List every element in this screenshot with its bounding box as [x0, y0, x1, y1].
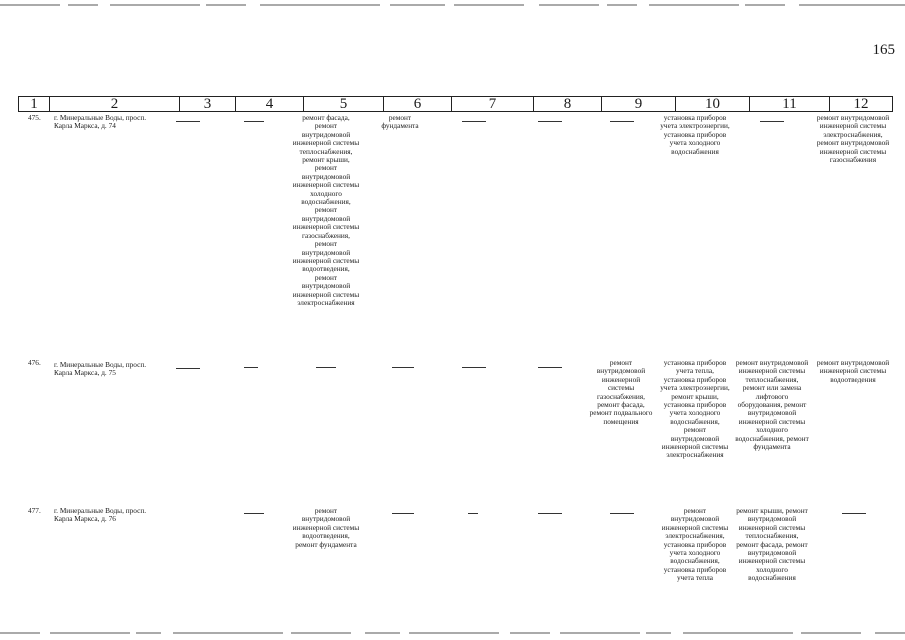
- row-col9-works: ремонт внутридомовой инженерной системы газоснабжения, ремонт фасада, ремонт подвального помещения: [589, 358, 653, 426]
- header-cell-5: 5: [304, 96, 384, 112]
- header-cell-6: 6: [384, 96, 452, 112]
- row-number: 475.: [28, 113, 41, 122]
- empty-cell-dash: [316, 367, 336, 368]
- row-col12-works: ремонт внутридомовой инженерной системы электроснабжения, ремонт внутридомовой инженерной системы газоснабжения: [816, 113, 890, 165]
- empty-cell-dash: [462, 367, 486, 368]
- row-col11-works: ремонт внутридомовой инженерной системы теплоснабжения, ремонт или замена лифтового оборудования, ремонт внутридомовой инженерной системы холодного водоснабжения, ремонт фундамента: [735, 358, 809, 452]
- header-cell-12: 12: [830, 96, 893, 112]
- row-number: 477.: [28, 506, 41, 515]
- empty-cell-dash: [610, 513, 634, 514]
- empty-cell-dash: [392, 513, 414, 514]
- empty-cell-dash: [244, 121, 264, 122]
- empty-cell-dash: [538, 513, 562, 514]
- header-cell-10: 10: [676, 96, 750, 112]
- row-address: г. Минеральные Воды, просп. Карла Маркса, д. 75: [54, 360, 147, 378]
- empty-cell-dash: [610, 121, 634, 122]
- row-address: г. Минеральные Воды, просп. Карла Маркса, д. 76: [54, 506, 147, 524]
- scan-artifact-bottom: [0, 632, 905, 634]
- empty-cell-dash: [392, 367, 414, 368]
- header-cell-8: 8: [534, 96, 602, 112]
- header-cell-2: 2: [50, 96, 180, 112]
- page-number: 165: [872, 42, 895, 58]
- row-col10-works: установка приборов учета электроэнергии, установка приборов учета холодного водоснабжения: [660, 113, 730, 156]
- empty-cell-dash: [462, 121, 486, 122]
- empty-cell-dash: [244, 367, 258, 368]
- header-cell-3: 3: [180, 96, 236, 112]
- empty-cell-dash: [760, 121, 784, 122]
- empty-cell-dash: [538, 367, 562, 368]
- row-address: г. Минеральные Воды, просп. Карла Маркса, д. 74: [54, 113, 147, 131]
- scan-artifact-top: [0, 4, 905, 6]
- row-col10-works: ремонт внутридомовой инженерной системы электроснабжения, установка приборов учета холодного водоснабжения, установка приборов учета тепла: [661, 506, 729, 583]
- empty-cell-dash: [538, 121, 562, 122]
- row-col5-works: ремонт внутридомовой инженерной системы водоотведения, ремонт фундамента: [292, 506, 360, 549]
- row-col5-works: ремонт фасада, ремонт внутридомовой инженерной системы теплоснабжения, ремонт крыши, ремонт внутридомовой инженерной системы холодного водоснабжения, ремонт внутридомовой инженерной системы газоснабжения, ремонт внутридомовой инженерной системы водоотведения, ремонт внутридомовой инженерной системы электроснабжения: [292, 113, 360, 307]
- row-col10-works: установка приборов учета тепла, установка приборов учета электроэнергии, ремонт крыши, установка приборов учета холодного водоснабжения, ремонт внутридомовой инженерной системы электроснабжения: [660, 358, 730, 460]
- empty-cell-dash: [842, 513, 866, 514]
- table-header-row: [18, 96, 893, 112]
- header-cell-4: 4: [236, 96, 304, 112]
- row-col11-works: ремонт крыши, ремонт внутридомовой инженерной системы теплоснабжения, ремонт фасада, ремонт внутридомовой инженерной системы холодного водоснабжения: [736, 506, 808, 583]
- empty-cell-dash: [176, 121, 200, 122]
- empty-cell-dash: [468, 513, 478, 514]
- header-cell-11: 11: [750, 96, 830, 112]
- row-col6-works: ремонт фундамента: [381, 113, 419, 131]
- row-number: 476.: [28, 358, 41, 367]
- empty-cell-dash: [176, 368, 200, 369]
- header-cell-7: 7: [452, 96, 534, 112]
- row-col12-works: ремонт внутридомовой инженерной системы водоотведения: [816, 358, 890, 384]
- empty-cell-dash: [244, 513, 264, 514]
- header-cell-1: 1: [18, 96, 50, 112]
- header-cell-9: 9: [602, 96, 676, 112]
